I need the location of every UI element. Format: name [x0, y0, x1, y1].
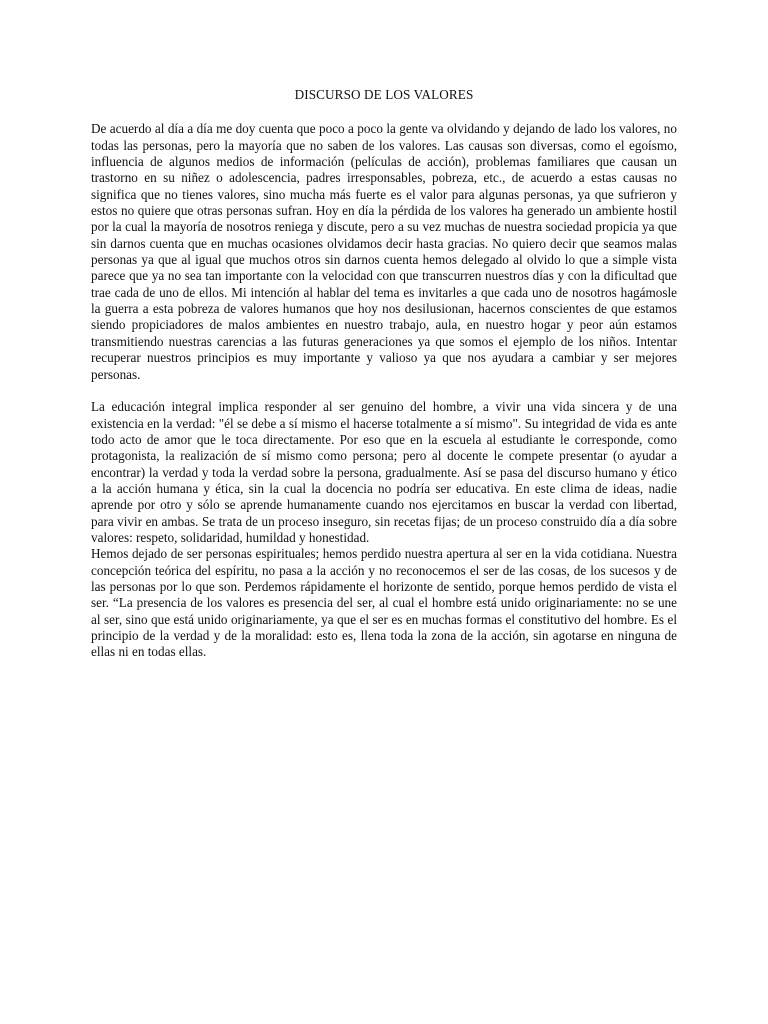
- paragraph-1: De acuerdo al día a día me doy cuenta que poco a poco la gente va olvidando y dejando de lado los valores, no todas las personas, pero la mayoría que no saben de los valores. Las causas son diversas, como el egoísmo, influencia de algunos medios de información (películas de acción), problemas familiares que causan un trastorno en su niñez o adolescencia, padres irresponsables, pobreza, etc., de acuerdo a estas causas no significa que no tienes valores, sino mucha más fuerte es el valor para algunas personas, ya que sufrieron y estos no quiere que otras personas sufran. Hoy en día la pérdida de los valores ha generado un ambiente hostil por la cual la mayoría de nosotros reniega y discute, pero a su vez muchas de nuestra sociedad propicia ya que sin darnos cuenta que en muchas ocasiones olvidamos decir hasta gracias. No quiero decir que seamos malas personas ya que al igual que muchos otros sin darnos cuenta hemos delegado al olvido lo que a simple vista parece que ya no sea tan importante con la velocidad con que transcurren nuestros días y con la dificultad que trae cada de uno de ellos. Mi intención al hablar del tema es invitarles a que cada uno de nosotros hagámosle la guerra a esta pobreza de valores humanos que hoy nos desilusionan, hacernos conscientes de que estamos siendo propiciadores de malos ambientes en nuestro trabajo, aula, en nuestro hogar y peor aún estamos transmitiendo nuestras carencias a las futuras generaciones ya que somos el ejemplo de los niños. Intentar recuperar nuestros principios es muy importante y valioso ya que nos ayudara a cambiar y ser mejores personas.: [91, 121, 677, 382]
- document-body: [91, 87, 677, 661]
- paragraph-3: Hemos dejado de ser personas espirituales; hemos perdido nuestra apertura al ser en la vida cotidiana. Nuestra concepción teórica del espíritu, no pasa a la acción y no reconocemos el ser de las cosas, de los sucesos y de las personas por lo que son. Perdemos rápidamente el horizonte de sentido, porque hemos perdido de vista el ser. “La presencia de los valores es presencia del ser, al cual el hombre está unido originariamente: no se une al ser, sino que está unido originariamente, ya que el ser es en muchas formas el constitutivo del hombre. Es el principio de la verdad y de la moralidad: esto es, llena toda la zona de la acción, sin agotarse en ninguna de ellas ni en todas ellas.: [91, 546, 677, 660]
- document-title: DISCURSO DE LOS VALORES: [294, 87, 474, 102]
- paragraph-2: La educación integral implica responder al ser genuino del hombre, a vivir una vida sincera y de una existencia en la verdad: "él se debe a sí mismo el hacerse totalmente a sí mismo". Su integridad de vida es ante todo acto de amor que le toca directamente. Por eso que en la escuela al estudiante le corresponde, como protagonista, la realización de sí mismo como persona; pero al docente le compete presentar (o ayudar a encontrar) la verdad y toda la verdad sobre la persona, gradualmente. Así se pasa del discurso humano y ético a la acción humana y ética, sin la cual la docencia no podría ser educativa. En este clima de ideas, nadie aprende por otro y sólo se aprende humanamente cuando nos ejercitamos en buscar la verdad con libertad, para vivir en ambas. Se trata de un proceso inseguro, sin recetas fijas; de un proceso construido día a día sobre valores: respeto, solidaridad, humildad y honestidad.: [91, 399, 677, 545]
